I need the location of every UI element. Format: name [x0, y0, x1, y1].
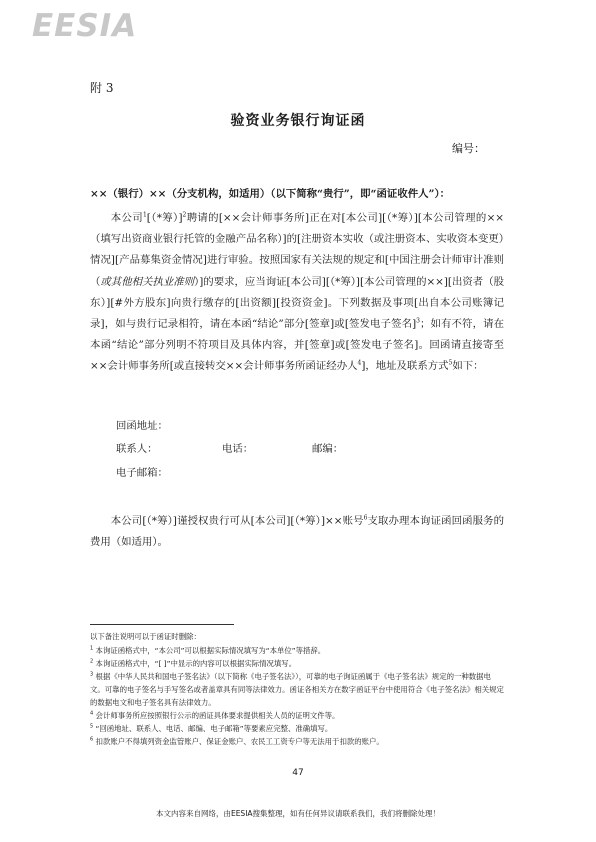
footnote-number: 2 [90, 658, 94, 665]
footnote-item [90, 644, 504, 657]
footnote-text: 本询证函格式中，“[ ]”中显示的内容可以根据实际情况填写。 [95, 659, 297, 668]
phone-label: 电话： [222, 443, 254, 455]
footnote-ref: 3 [416, 317, 420, 325]
body-text-segment: ）]的要求，应当询证[本公司][（*筹）][本公司管理的××][出资者（股东）][#外方股东]向贵行缴存的[出资额][投资资金]。下列数据及事项[出自本公司账簿记录]，如与贵行记录相符，请在本函“结论”部分[签章]或[签发电子签名] [90, 275, 505, 331]
footnote-item [90, 709, 504, 722]
footnote-ref: 6 [363, 514, 368, 522]
footnote-ref: 1 [142, 211, 147, 219]
footnote-number: 4 [90, 710, 94, 717]
body-text-segment: 本公司 [110, 212, 143, 224]
postcode-label: 邮编： [312, 443, 344, 455]
body-text-segment: 如下： [452, 360, 484, 373]
footnote-number: 5 [90, 723, 94, 730]
number-label: 编号： [452, 142, 485, 155]
footnotes-intro: 以下备注说明可以于函证时删除： [90, 632, 201, 641]
email-label: 电子邮箱： [116, 467, 168, 479]
footnote-text: 会计师事务所应按照银行公示的函证具体要求提供相关人员的证明文件等。 [95, 711, 340, 720]
reply-address-label: 回函地址： [116, 420, 168, 432]
footnote-ref: 4 [357, 359, 362, 367]
body-text-italic: * [156, 212, 162, 224]
eesia-logo: EESIA [32, 8, 138, 44]
footnote-number: 3 [90, 671, 94, 678]
footnote-number: 1 [90, 645, 94, 652]
footnote-item [90, 722, 504, 735]
footnote-item [90, 657, 504, 670]
footnote-item [90, 670, 504, 709]
addressee-line: ××（银行）××（分支机构，如适用）（以下简称“贵行”，即“函证收件人”）： [90, 188, 451, 200]
body-text-segment: ]，地址及联系方式 [361, 360, 449, 373]
document-title: 验资业务银行询证函 [230, 113, 366, 129]
footnote-divider [90, 624, 234, 625]
footnote-item [90, 735, 504, 748]
footnote-text: 扣款账户不得填列资金监管账户、保证金账户、农民工工资专户等无法用于扣款的账户。 [95, 737, 384, 746]
footnote-number: 6 [90, 736, 94, 743]
footnote-text: “回函地址、联系人、电话、邮编、电子邮箱”等要素应完整、准确填写。 [95, 724, 333, 733]
footnote-ref: 2 [182, 211, 187, 219]
body-paragraph [90, 208, 504, 378]
page-footer: 本文内容来自网络，由EESIA搜集整理，如有任何异议请联系我们，我们将删除处理！ [155, 809, 441, 818]
footnote-ref: 5 [448, 359, 453, 367]
authorization-paragraph [90, 511, 504, 553]
footnote-text: 本询证函格式中，“本公司”可以根据实际情况填写为“本单位”等措辞。 [95, 646, 326, 655]
page-number: 47 [292, 768, 304, 778]
body-text-segment: [（ [146, 212, 157, 224]
body-text-segment: 筹）] [161, 212, 183, 224]
body-text-segment: 聘请的[××会计师事务所]正在对[本公司][（*筹）][本公司管理的××（填写出资商业银行托管的金融产品名称）]的[注册资本实收（或注册资本、实收资本变更）情况][产品募集资金情况]进行审验。按照国家有关法规的规定和[中国注册会计师审计准则（ [90, 212, 505, 288]
footnote-text: 根据《中华人民共和国电子签名法》（以下简称《电子签名法》），可靠的电子询证函属于《电子签名法》规定的一种数据电文。可靠的电子签名与手写签名或者盖章具有同等法律效力。函证各相关方在数字函证平台中使用符合《电子签名法》相关规定的数据电文和电子签名具有法律效力。 [90, 672, 504, 707]
appendix-label: 附 3 [90, 81, 114, 95]
body-text-segment: ；如有不符，请在本函“结论”部分列明不符项目及具体内容，并[签章]或[签发电子签名]。回函请直接寄至××会计师事务所[或直接转交××会计师事务所函证经办人 [90, 318, 504, 373]
body-text-italic: 或其他相关执业准则 [100, 275, 195, 288]
closing-text-segment: 支取办理本询证函回函服务的费用（如适用）。 [90, 515, 504, 549]
closing-text-segment: 本公司[（*筹）]谨授权贵行可从[本公司][（*筹）]××账号 [110, 515, 364, 527]
footnotes [90, 630, 504, 748]
contact-label: 联系人： [116, 443, 158, 455]
